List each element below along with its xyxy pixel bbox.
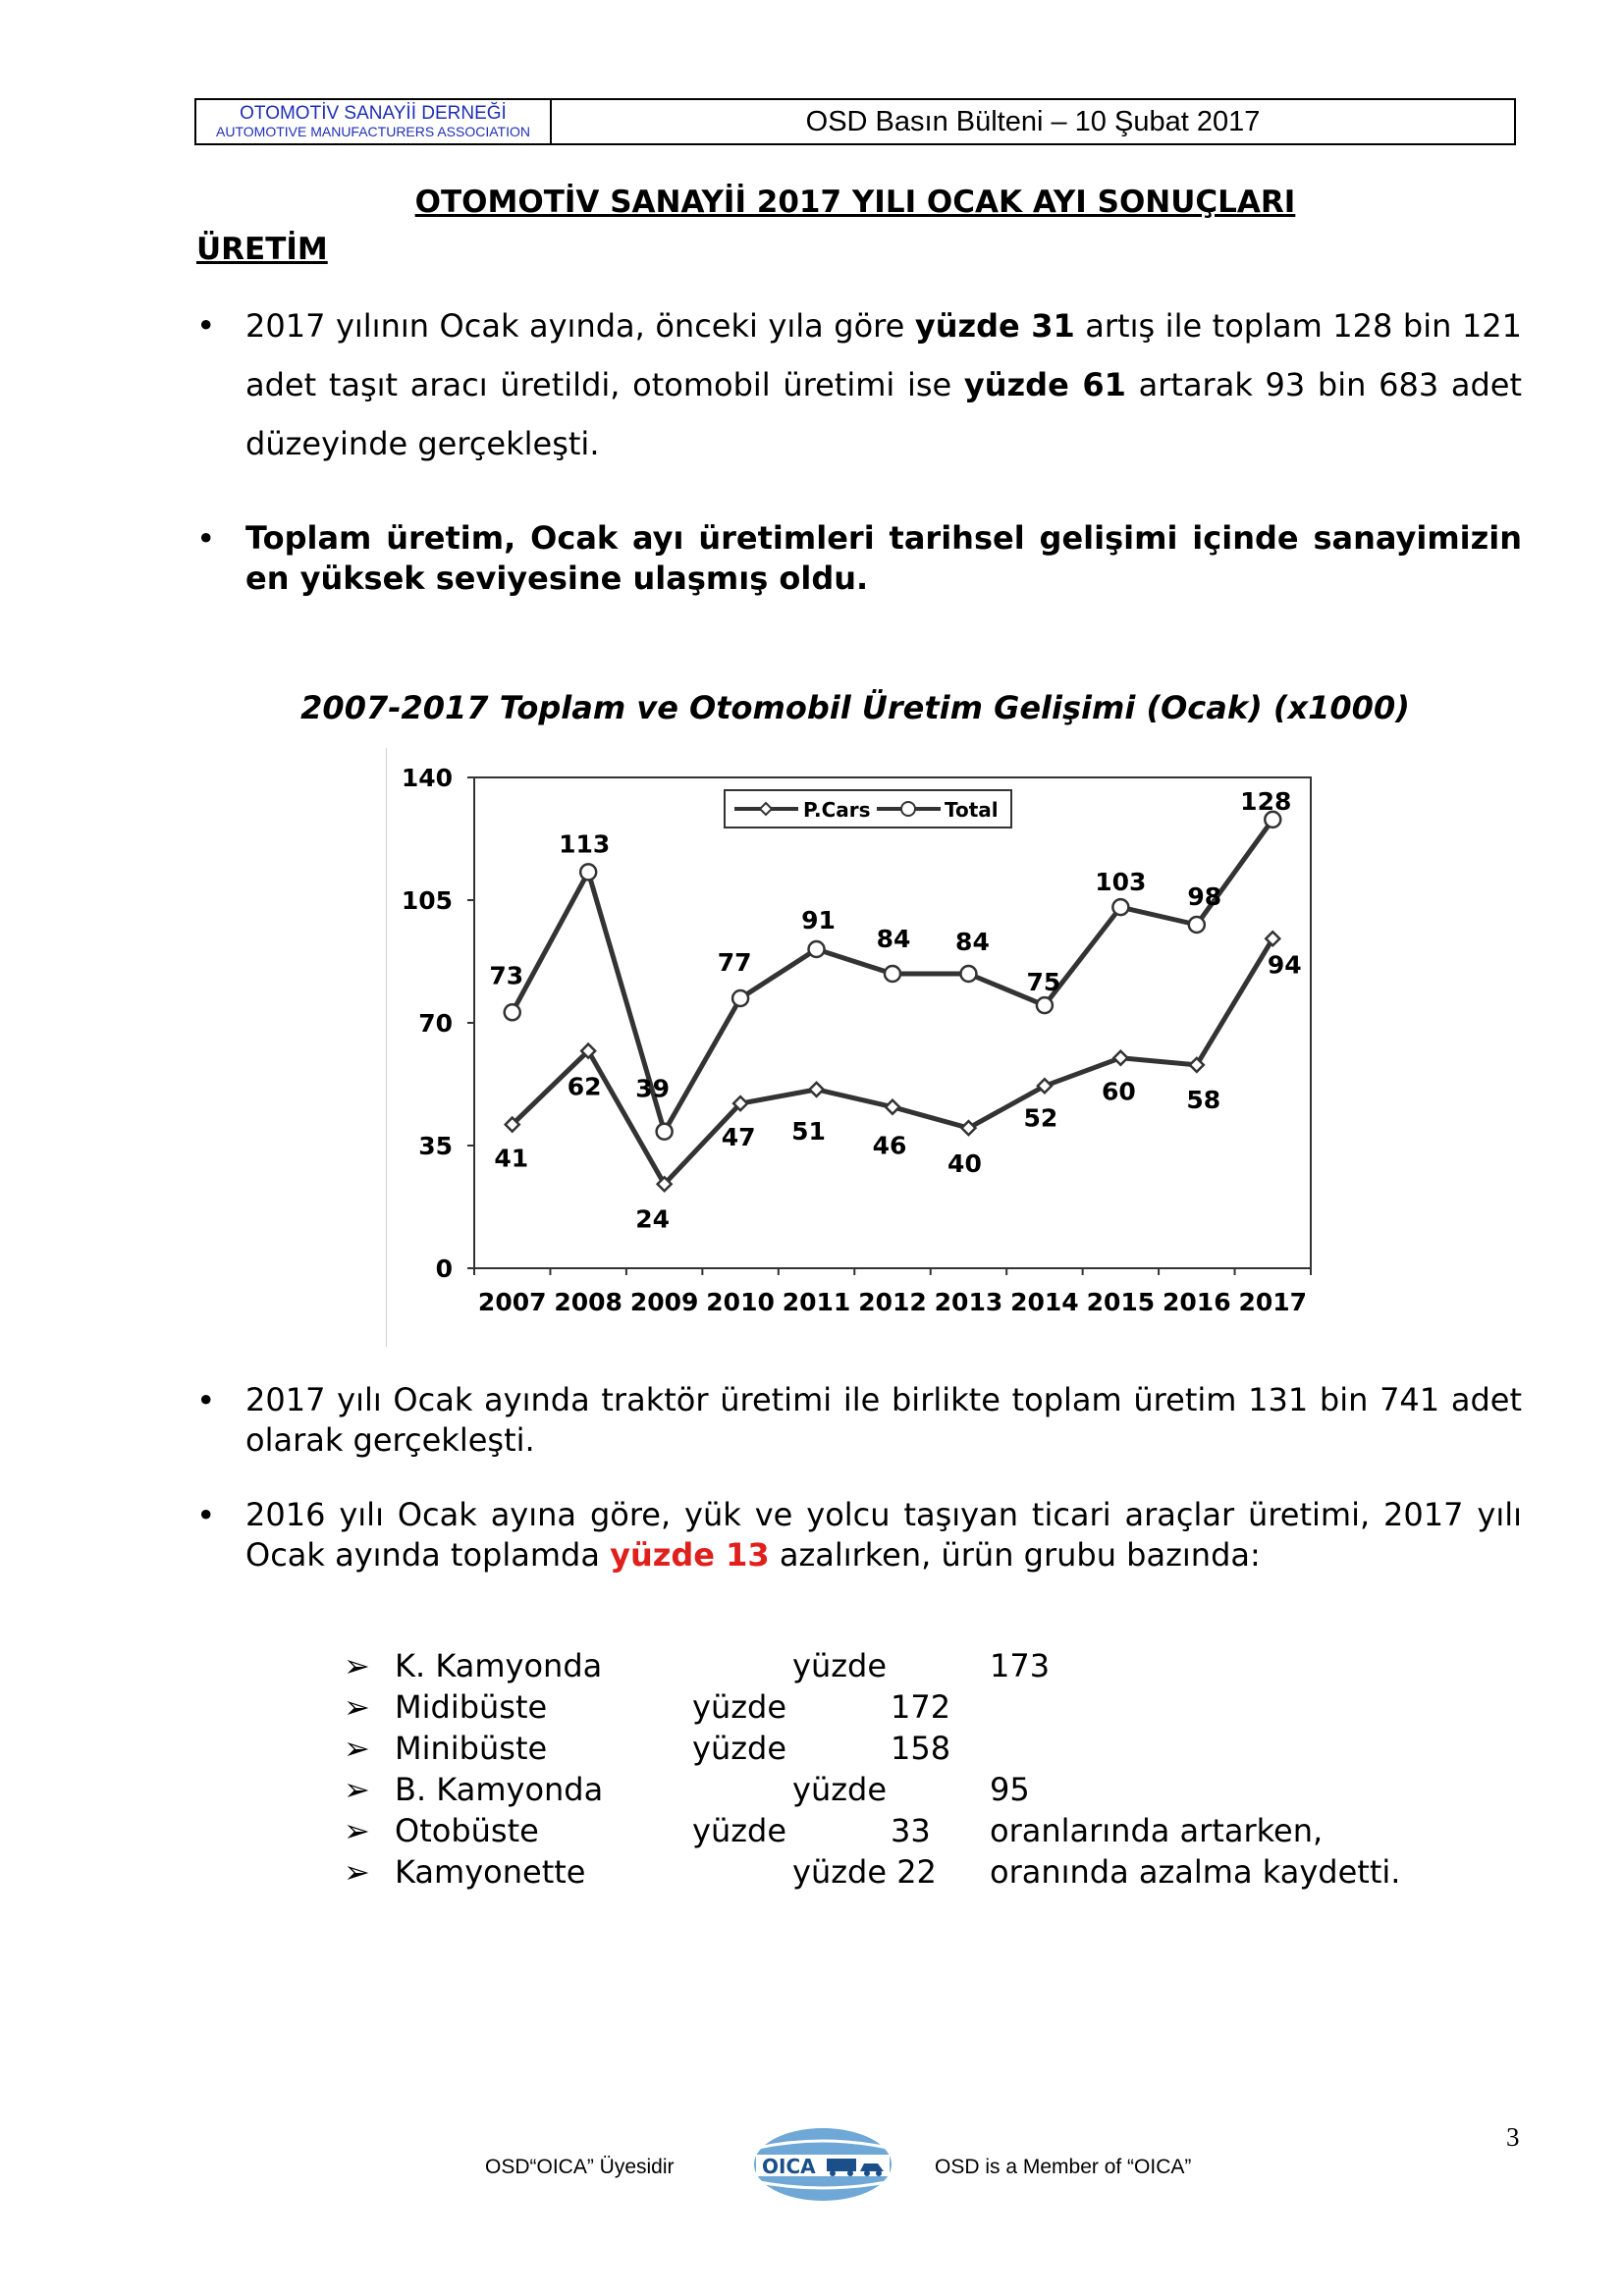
legend-pcars-label: P.Cars (803, 798, 871, 822)
arrow-icon: ➢ (344, 1771, 370, 1808)
total-data-label: 84 (876, 925, 911, 953)
truck-icon (827, 2159, 856, 2171)
org-name-en: AUTOMOTIVE MANUFACTURERS ASSOCIATION (216, 124, 530, 139)
list-item-word: yüzde (692, 1730, 787, 1767)
chart-title: 2007-2017 Toplam ve Otomobil Üretim Gelişimi (Ocak) (x1000) (300, 689, 1410, 726)
total-point (1037, 997, 1053, 1013)
total-point (732, 990, 748, 1006)
production-chart (386, 748, 1328, 1349)
x-tick-label: 2011 (782, 1288, 851, 1316)
total-point (657, 1124, 673, 1140)
total-data-label: 103 (1095, 868, 1147, 897)
header-org (196, 100, 552, 143)
list-item-label: Otobüste (395, 1812, 539, 1849)
list-item-word: yüzde (692, 1812, 787, 1849)
wheel-icon (864, 2170, 870, 2176)
legend-total-label: Total (945, 798, 999, 822)
arrow-icon: ➢ (344, 1688, 370, 1726)
pcars-point (1113, 1051, 1127, 1065)
x-tick-label: 2017 (1238, 1288, 1308, 1316)
pcars-data-label: 94 (1267, 950, 1302, 980)
y-tick-label: 35 (418, 1132, 453, 1160)
total-point (809, 941, 825, 957)
y-tick-label: 140 (401, 764, 453, 792)
list-item-label: Kamyonette (395, 1853, 586, 1891)
paragraph-record: Toplam üretim, Ocak ayı üretimleri tarihsel gelişimi içinde sanayimizin en yüksek seviyesine ulaşmış oldu. (245, 519, 1522, 597)
x-tick-label: 2012 (858, 1288, 927, 1316)
bullet-dot: • (196, 1381, 216, 1419)
page-title: OTOMOTİV SANAYİİ 2017 YILI OCAK AYI SONUÇLARI (414, 185, 1296, 220)
text-span: artarak 93 bin 683 adet düzeyinde gerçekleşti. (245, 366, 1523, 462)
x-tick-label: 2016 (1163, 1288, 1231, 1316)
pcars-data-label: 58 (1186, 1085, 1221, 1114)
pcars-data-label: 40 (947, 1149, 982, 1179)
text-span: 2016 yılı Ocak ayına göre, yük ve yolcu taşıyan ticari araçlar üretimi, 2017 yılı Ocak ayında toplamda (245, 1496, 1522, 1574)
total-data-label: 77 (717, 948, 752, 977)
bullet-dot: • (196, 1496, 216, 1534)
paragraph-production (245, 296, 1522, 473)
pcars-data-label: 41 (494, 1144, 529, 1173)
total-point (505, 1004, 520, 1020)
x-tick-label: 2013 (934, 1288, 1003, 1316)
total-data-label: 73 (489, 961, 524, 990)
total-point (1112, 899, 1128, 915)
logo-text: OICA (762, 2155, 816, 2178)
paragraph-tractor: 2017 yılı Ocak ayında traktör üretimi ile birlikte toplam üretim 131 bin 741 adet olarak gerçekleşti. (245, 1381, 1522, 1459)
pcars-data-label: 60 (1101, 1077, 1136, 1106)
total-data-label: 98 (1187, 882, 1222, 911)
arrow-icon: ➢ (344, 1730, 370, 1767)
footer-member-tr: OSD“OICA” Üyesidir (485, 2156, 675, 2178)
footer-member-en: OSD is a Member of “OICA” (935, 2156, 1192, 2178)
bold-span: yüzde 61 (963, 366, 1126, 403)
wheel-icon (830, 2170, 836, 2176)
total-data-label: 39 (635, 1074, 671, 1103)
total-data-label: 75 (1026, 968, 1061, 997)
pcars-data-label: 52 (1023, 1103, 1058, 1133)
pcars-data-label: 51 (791, 1116, 826, 1146)
text-span: artış ile toplam 128 bin 121 adet taşıt aracı üretildi, otomobil üretimi ise (245, 307, 1523, 403)
bullet-dot: • (196, 519, 216, 558)
list-item-value: 158 (891, 1730, 951, 1767)
pcars-data-label: 62 (567, 1072, 602, 1101)
paragraph-commercial (245, 1495, 1522, 1575)
list-item-label: K. Kamyonda (395, 1647, 603, 1684)
list-item-label: B. Kamyonda (395, 1771, 604, 1808)
arrow-icon: ➢ (344, 1853, 370, 1891)
pcars-data-label: 24 (635, 1204, 671, 1234)
red-span: yüzde 13 (610, 1536, 770, 1574)
list-item-label: Midibüste (395, 1688, 548, 1726)
total-data-label: 84 (955, 928, 990, 956)
text-span: 2017 yılının Ocak ayında, önceki yıla göre (245, 307, 915, 345)
total-data-label: 128 (1240, 786, 1292, 816)
list-item-word: yüzde 22 (792, 1853, 937, 1891)
org-name-tr: OTOMOTİV SANAYİİ DERNEĞİ (240, 103, 507, 124)
pcars-data-label: 47 (721, 1123, 756, 1152)
list-item-label: Minibüste (395, 1730, 548, 1767)
list-item-tail: oranında azalma kaydetti. (990, 1853, 1401, 1891)
x-tick-label: 2007 (477, 1288, 547, 1316)
legend-total-marker (901, 802, 915, 816)
pcars-point (810, 1083, 824, 1096)
page-number: 3 (1506, 2122, 1520, 2152)
total-point (580, 864, 596, 880)
total-point (1189, 917, 1205, 933)
oica-logo (738, 2126, 907, 2203)
list-item-value: 172 (891, 1688, 951, 1726)
x-tick-label: 2014 (1010, 1288, 1079, 1316)
list-item-value: 95 (990, 1771, 1030, 1808)
bold-span: yüzde 31 (914, 307, 1075, 345)
total-point (885, 966, 900, 982)
total-data-label: 91 (801, 906, 836, 934)
arrow-icon: ➢ (344, 1812, 370, 1849)
list-item-value: 33 (891, 1812, 931, 1849)
list-item-word: yüzde (792, 1647, 888, 1684)
total-point (960, 966, 976, 982)
x-tick-label: 2010 (706, 1288, 775, 1316)
total-data-label: 113 (559, 829, 611, 859)
text-span: azalırken, ürün grubu bazında: (769, 1536, 1261, 1574)
list-item-word: yüzde (692, 1688, 787, 1726)
pcars-data-label: 46 (872, 1131, 907, 1160)
y-tick-label: 105 (401, 886, 453, 915)
y-tick-label: 70 (418, 1009, 453, 1038)
y-tick-label: 0 (435, 1255, 453, 1283)
section-heading: ÜRETİM (196, 232, 328, 267)
bullet-dot: • (196, 306, 216, 345)
wheel-icon (876, 2170, 882, 2176)
x-tick-label: 2015 (1086, 1288, 1156, 1316)
x-tick-label: 2008 (554, 1288, 622, 1316)
list-item-value: 173 (990, 1647, 1051, 1684)
list-item-tail: oranlarında artarken, (990, 1812, 1324, 1849)
header-box (194, 98, 1516, 145)
arrow-icon: ➢ (344, 1647, 370, 1684)
list-item-word: yüzde (792, 1771, 888, 1808)
x-tick-label: 2009 (629, 1288, 699, 1316)
wheel-icon (847, 2170, 853, 2176)
bulletin-title: OSD Basın Bülteni – 10 Şubat 2017 (805, 106, 1261, 137)
pcars-point (886, 1100, 899, 1114)
